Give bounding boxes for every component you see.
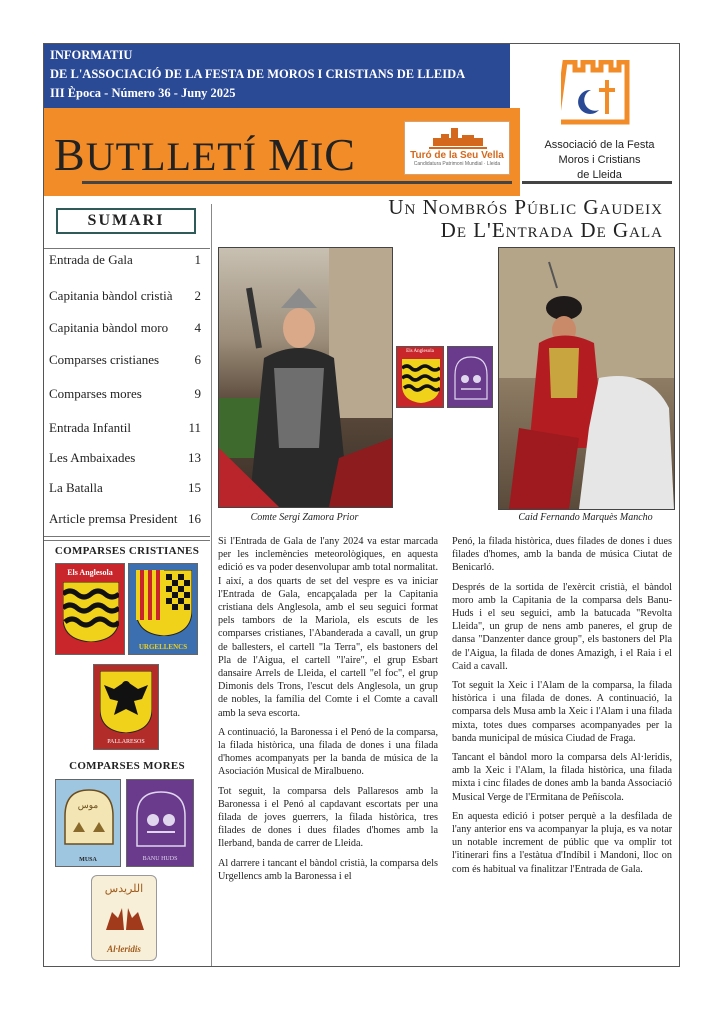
summary-title: SUMARI — [56, 208, 196, 234]
association-emblem-icon — [561, 60, 631, 130]
banuhuds-banner-icon — [453, 355, 489, 401]
paragraph: A continuació, la Baronessa i el Penó de la comparsa, la filada històrica, una filada de dones i una filada d'homes acompanyats per la banda de música de la Asociación Musical de Miralbueno. — [218, 726, 438, 778]
alleridis-shield: اللريدس Al·leridis — [91, 875, 157, 961]
header-line-2: DE L'ASSOCIACIÓ DE LA FESTA DE MOROS I CRISTIANS DE LLEIDA — [50, 67, 466, 81]
photo-caid-figure — [499, 248, 674, 509]
toc-item[interactable]: Capitania bàndol cristià 2 — [49, 288, 201, 303]
turo-seu-vella-logo — [404, 121, 510, 175]
banuhuds-banner — [447, 346, 493, 408]
header-line-3: III Època - Número 36 - Juny 2025 — [50, 86, 236, 100]
toc-rule — [44, 536, 210, 537]
banuhuds-shield-icon — [133, 790, 189, 848]
paragraph: En aquesta edició i potser perquè a la desfilada de l'any anterior ens va acompanyar la pluja, es va notar un notable increment de públic que va omplir tot l'itinerari fins a l'estàtua d'Indíbil i Mandoni, lloc on com és habitual va finalitzar l'Entrada de Gala. — [452, 810, 672, 875]
headline-line-1: Un Nombrós Públic Gaudeix — [388, 195, 663, 219]
toc-item[interactable]: Comparses cristianes 6 — [49, 352, 201, 367]
toc-rule — [44, 540, 210, 541]
moor-section-title: COMPARSES MORES — [69, 760, 185, 772]
pallaresos-eagle-shield-icon — [100, 671, 152, 733]
paragraph: Penó, la filada històrica, dues filades de dones i dues filades d'homes, amb la banda de música Ciutat de Benicarló. — [452, 536, 672, 574]
urgellencs-shield: URGELLENCS — [128, 563, 198, 655]
anglesola-wavy-shield-icon — [63, 582, 119, 642]
toc-item[interactable]: Entrada de Gala 1 — [49, 252, 201, 267]
anglesola-shield: Els Anglesola — [55, 563, 125, 655]
christian-section-title: COMPARSES CRISTIANES — [54, 545, 200, 557]
alleridis-horses-icon — [104, 904, 146, 932]
musa-shield-icon — [61, 786, 117, 846]
musa-shield: موس MUSA — [55, 779, 121, 867]
toc-item[interactable]: Capitania bàndol moro 4 — [49, 320, 201, 335]
toc-item[interactable]: Article premsa President 16 — [49, 511, 201, 526]
summary-rule — [44, 248, 210, 249]
right-photo-caption: Caid Fernando Marquès Mancho — [518, 512, 653, 523]
anglesola-banner-icon — [402, 359, 440, 403]
newsletter-title: BUTLLETÍ MIC — [54, 129, 356, 180]
turo-subtitle: Candidatura Patrimoni Mundial · Lleida — [413, 161, 501, 167]
toc-item[interactable]: La Batalla 15 — [49, 480, 201, 495]
body-column-right — [452, 535, 672, 882]
anglesola-banner: Els Anglesola — [396, 346, 444, 408]
header-line-1: INFORMATIU — [50, 48, 133, 62]
paragraph: Tot seguit la Xeic i l'Alam de la comparsa, la filada històrica i una filada de dones. A continuació, la comparsa dels Musa amb la Xeic i l'Alam i una filada mixta, totes dues comparses acompanyades per la banda municipal de música Ciudad de Fraga. — [452, 680, 672, 744]
paragraph: Si l'Entrada de Gala de l'any 2024 va estar marcada per les inclemències meteorològiques, en aquesta edició es va poder desenvolupar amb total normalitat. I així, a dos quarts de set del vespre es va iniciar l'Entrada de Gala, encapçalada per la Capitania cristiana dels Anglesola, amb el seu seguici format pels tambors de la Mariola, els escuts de les comparses cristianes, l'Abanderada a cavall, un grup de ballesters, el cartell "la Terra", els bastoners del Pla de l'Aigua, el cartell "l'aire", el grup Esbart dansaire Arrels de Lleida, el cartell "el foc", el grup Dimonis dels Trons, l'escut dels Anglesola, un grup de nobles, la família del Comte i el Comte a cavall amb la seva escorta. — [218, 536, 438, 719]
body-column-left — [218, 535, 438, 889]
photo-comte-figure — [219, 248, 392, 507]
headline-line-2: De L'Entrada De Gala — [440, 218, 663, 242]
urgellencs-checkered-shield-icon — [136, 570, 192, 636]
paragraph: Al darrere i tancant el bàndol cristià, la comparsa dels Urgellencs amb la Baronessa i el — [218, 857, 438, 882]
pallaresos-shield: PALLARESOS — [93, 664, 159, 750]
header-rule — [82, 181, 512, 184]
paragraph: Tancant el bàndol moro la comparsa dels Al·leridis, amb la Xeic i l'Alam, la filada històrica, una filada mixta i cinc filades de dones amb la banda Associació Musical Verge de l'Ermitana de Peñíscola. — [452, 752, 672, 803]
paragraph: Tot seguit, la comparsa dels Pallaresos amb la Baronessa i el Penó al capdavant escortats per una filada de joves guerrers, la filada històrica, tres filades de dones i dues filades d'homes amb la Ilerband, banda de carrer de Lleida. — [218, 785, 438, 850]
sidebar-divider — [211, 204, 212, 966]
turo-title: Turó de la Seu Vella — [410, 150, 504, 161]
association-name: Associació de la Festa Moros i Cristians de Lleida — [544, 139, 655, 181]
paragraph: Després de la sortida de l'exèrcit cristià, el bàndol moro amb la Capitania de la comparsa dels Banu-Huds i el seu seguici, amb la batucada "Revolta Lleida", un grup de nens amb paneres, el grup de dansa "Danzenter dance group", els bastoners del Pla de l'Aigua, la filada de dones Amazigh, i el Raia i el Caid a cavall. — [452, 581, 672, 672]
toc-item[interactable]: Comparses mores 9 — [49, 386, 201, 401]
toc-item[interactable]: Les Ambaixades 13 — [49, 450, 201, 465]
left-photo-caption: Comte Sergi Zamora Prior — [250, 512, 359, 523]
seu-vella-icon — [429, 126, 487, 150]
photo-comte — [218, 247, 393, 508]
toc-item[interactable]: Entrada Infantil 11 — [49, 420, 201, 435]
photo-caid — [498, 247, 675, 510]
banuhuds-shield: BANU HUDS — [126, 779, 194, 867]
